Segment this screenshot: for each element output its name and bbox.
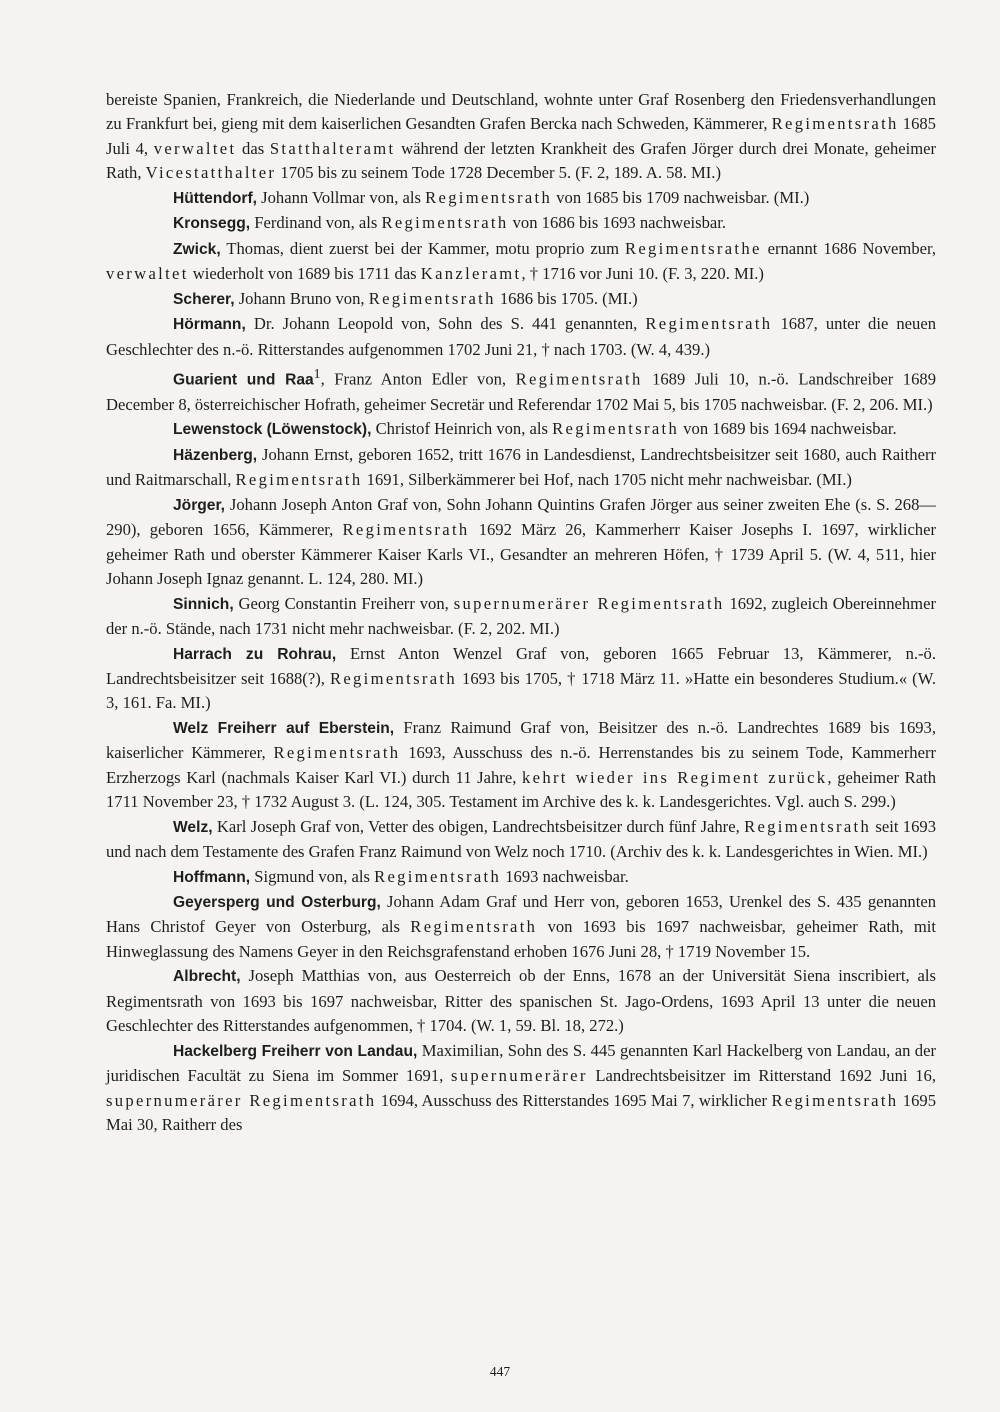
entry-name: Guarient und Raa (173, 371, 314, 389)
entry-kronsegg: Kronsegg, Ferdinand von, als Regimentsrath von 1686 bis 1693 nachweisbar. (173, 213, 727, 233)
entry-scherer: Scherer, Johann Bruno von, Regimentsrath 1686 bis 1705. (MI.) (173, 288, 638, 308)
entry-name: Hüttendorf, (173, 189, 258, 207)
entry-hoermann: Hörmann, Dr. Johann Leopold von, Sohn des S. 441 genannten, Regimentsrath 1687, unter die neuen Geschlechter des n.-ö. Ritterstandes aufgenommen 1702 Juni 21, † nach 1703. (W. 4, 439.) (106, 314, 937, 359)
entry-name: Jörger, (173, 496, 226, 514)
entry-welz: Welz, Karl Joseph Graf von, Vetter des obigen, Landrechtsbeisitzer durch fünf Jahre, Regimentsrath seit 1693 und nach dem Testamente des Grafen Franz Raimund von Welz noch 1710. (Archiv des k. k. Landesgerichtes in Wien. MI.) (106, 816, 936, 862)
entry-name: Welz, (173, 818, 213, 836)
entry-zwick: Zwick, Thomas, dient zuerst bei der Kammer, motu proprio zum Regimentsrathe ernannt 1686 November, verwaltet wiederholt von 1689 bis 1711 das Kanzleramt, † 1716 vor Juni 10. (F. 3, 220. MI.) (106, 238, 936, 284)
entry-name: Hörmann, (173, 316, 246, 334)
entry-name: Harrach zu Rohrau, (173, 645, 337, 663)
entry-harrach: Harrach zu Rohrau, Ernst Anton Wenzel Graf von, geboren 1665 Februar 13, Kämmerer, n.-ö. Landrechtsbeisitzer seit 1688(?), Regimentsrath 1693 bis 1705, † 1718 März 11. »Hatte ein besonderes Studium.« (W. 3, 161. Fa. MI.) (106, 643, 936, 713)
entry-name: Häzenberg, (173, 446, 258, 464)
entry-name: Zwick, (173, 240, 221, 258)
entry-hackelberg: Hackelberg Freiherr von Landau, Maximilian, Sohn des S. 445 genannten Karl Hackelberg von Landau, an der juridischen Facultät zu Siena im Sommer 1691, supernumerärer Landrechtsbeisitzer im Ritterstand 1692 Juni 16, supernumerärer Regimentsrath 1694, Ausschuss des Ritterstandes 1695 Mai 7, wirklicher Regimentsrath 1695 Mai 30, Raitherr des (106, 1040, 936, 1135)
page-number: 447 (489, 1364, 511, 1379)
entry-name: Albrecht, (173, 968, 241, 986)
entry-geyersperg: Geyersperg und Osterburg, Johann Adam Graf und Herr von, geboren 1653, Urenkel des S. 435 genannten Hans Christof Geyer von Osterburg, als Regimentsrath von 1693 bis 1697 nachweisbar, geheimer Rath, mit Hinweglassung des Namens Geyer in den Reichsgrafenstand erhoben 1676 Juni 28, † 1719 November 15. (106, 892, 937, 961)
entry-name: Sinnich, (173, 595, 234, 613)
paragraph-continuation: bereiste Spanien, Frankreich, die Niederlande und Deutschland, wohnte unter Graf Rosenberg den Friedensverhandlungen zu Frankfurt bei, gieng mit dem kaiserlichen Gesandten Grafen Bercka nach Schweden, Kämmerer, Regimentsrath 1685 Juli 4, verwaltet das Statthalteramt während der letzten Krankheit des Grafen Jörger durch drei Monate, geheimer Rath, Vicestatthalter 1705 bis zu seinem Tode 1728 December 5. (F. 2, 189. A. 58. MI.) (106, 90, 937, 183)
entry-name: Hoffmann, (173, 868, 251, 886)
entry-name: Geyersperg und Osterburg, (173, 894, 381, 912)
entry-name: Welz Freiherr auf Eberstein, (173, 719, 395, 737)
entry-welz-eberstein: Welz Freiherr auf Eberstein, Franz Raimund Graf von, Beisitzer des n.-ö. Landrechtes 1689 bis 1693, kaiserlicher Kämmerer, Regimentsrath 1693, Ausschuss des n.-ö. Herrenstandes bis zu seinem Tode, Kammerherr Erzherzogs Karl (nachmals Kaiser Karl VI.) durch 11 Jahre, kehrt wieder ins Regiment zurück, geheimer Rath 1711 November 23, † 1732 August 3. (L. 124, 305. Testament im Archive des k. k. Landesgerichtes. Vgl. auch S. 299.) (106, 717, 936, 812)
entry-name: Scherer, (173, 290, 235, 308)
entry-name: Kronsegg, (173, 215, 251, 233)
entry-lewenstock: Lewenstock (Löwenstock), Christof Heinrich von, als Regimentsrath von 1689 bis 1694 nachweisbar. (173, 419, 897, 439)
entry-name: Lewenstock (Löwenstock), (173, 421, 372, 439)
entry-sinnich: Sinnich, Georg Constantin Freiherr von, supernumerärer Regimentsrath 1692, zugleich Obereinnehmer der n.-ö. Stände, nach 1731 nicht mehr nachweisbar. (F. 2, 202. MI.) (106, 593, 936, 639)
footnote-marker: 1 (313, 365, 321, 381)
entry-huettendorf: Hüttendorf, Johann Vollmar von, als Regimentsrath von 1685 bis 1709 nachweisbar. (MI.) (173, 187, 810, 207)
entry-guarient: Guarient und Raa$^1$, Franz Anton Edler von, Regimentsrath 1689 Juli 10, n.-ö. Landschreiber 1689 December 8, österreichischer Hofrath, geheimer Secretär und Referendar 1702 Mai 5, bis 1705 nachweisbar. (F. 2, 206. MI.) (106, 365, 936, 414)
entry-joerger: Jörger, Johann Joseph Anton Graf von, Sohn Johann Quintins Grafen Jörger aus seiner zweiten Ehe (s. S. 268—290), geboren 1656, Kämmerer, Regimentsrath 1692 März 26, Kammerherr Kaiser Josephs I. 1697, wirklicher geheimer Rath und oberster Kämmerer Kaiser Karls VI., Gesandter an mehreren Höfen, † 1739 April 5. (W. 4, 511, hier Johann Joseph Ignaz genannt. L. 124, 280. MI.) (106, 494, 936, 589)
entry-hoffmann: Hoffmann, Sigmund von, als Regimentsrath 1693 nachweisbar. (173, 866, 629, 886)
main-text (106, 88, 936, 1138)
entry-name: Hackelberg Freiherr von Landau, (173, 1042, 418, 1060)
entry-haezenberg: Häzenberg, Johann Ernst, geboren 1652, tritt 1676 in Landesdienst, Landrechtsbeisitzer seit 1680, auch Raitherr und Raitmarschall, Regimentsrath 1691, Silberkämmerer bei Hof, nach 1705 nicht mehr nachweisbar. (MI.) (106, 444, 936, 490)
entry-albrecht: Albrecht, Joseph Matthias von, aus Oesterreich ob der Enns, 1678 an der Universität Siena inscribiert, als Regimentsrath von 1693 bis 1697 nachweisbar, Ritter des spanischen St. Jago-Ordens, 1693 April 13 unter die neuen Geschlechter des Ritterstandes aufgenommen, † 1704. (W. 1, 59. Bl. 18, 272.) (106, 966, 936, 1036)
